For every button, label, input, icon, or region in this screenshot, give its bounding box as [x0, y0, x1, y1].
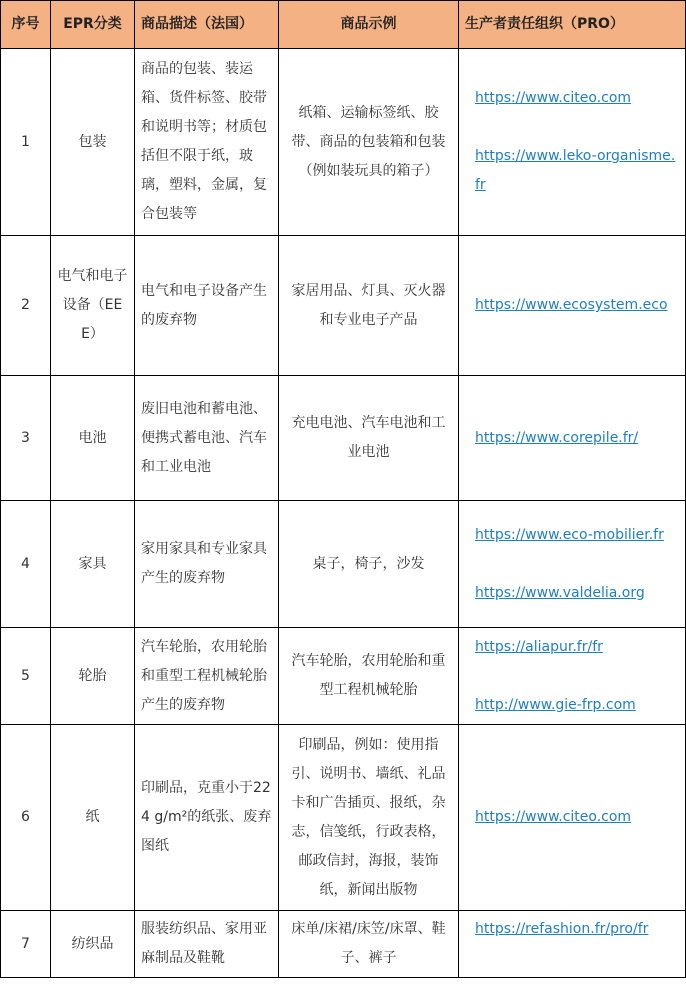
table-row — [1, 501, 686, 628]
row-description: 电气和电子设备产生的废弃物 — [135, 236, 279, 376]
row-number: 6 — [1, 725, 51, 911]
spacer — [465, 113, 679, 142]
row-category: 纸 — [51, 725, 135, 911]
row-examples: 家居用品、灯具、灭火器和专业电子产品 — [279, 236, 459, 376]
row-category: 家具 — [51, 501, 135, 628]
spacer — [465, 550, 679, 579]
pro-link[interactable]: https://refashion.fr/pro/fr — [475, 921, 649, 937]
row-number: 4 — [1, 501, 51, 628]
spacer — [465, 662, 679, 691]
row-pro — [459, 628, 686, 725]
pro-link[interactable]: https://www.citeo.com — [475, 90, 632, 106]
row-examples: 印刷品，例如：使用指引、说明书、墙纸、礼品卡和广告插页、报纸，杂志，信笺纸，行政表格，邮政信封，海报，装饰纸，新闻出版物 — [279, 725, 459, 911]
row-number: 5 — [1, 628, 51, 725]
pro-link[interactable]: https://www.leko-organisme.fr — [475, 148, 676, 193]
table-row — [1, 725, 686, 911]
header-examples: 商品示例 — [279, 1, 459, 49]
row-pro — [459, 911, 686, 978]
row-category: 纺织品 — [51, 911, 135, 978]
row-description: 商品的包装、装运箱、货件标签、胶带和说明书等；材质包括但不限于纸，玻璃，塑料，金属，复合包装等 — [135, 49, 279, 236]
row-pro — [459, 376, 686, 501]
row-number: 2 — [1, 236, 51, 376]
pro-link[interactable]: https://www.citeo.com — [475, 809, 632, 825]
row-description: 废旧电池和蓄电池、便携式蓄电池、汽车和工业电池 — [135, 376, 279, 501]
header-no: 序号 — [1, 1, 51, 49]
row-pro — [459, 725, 686, 911]
pro-link[interactable]: https://www.valdelia.org — [475, 584, 645, 601]
pro-link[interactable]: https://www.corepile.fr/ — [475, 429, 639, 446]
row-examples: 汽车轮胎，农用轮胎和重型工程机械轮胎 — [279, 628, 459, 725]
row-examples: 纸箱、运输标签纸、胶带、商品的包装箱和包装（例如装玩具的箱子） — [279, 49, 459, 236]
row-examples: 床单/床裙/床笠/床罩、鞋子、裤子 — [279, 911, 459, 978]
header-category: EPR分类 — [51, 1, 135, 49]
pro-link[interactable]: https://www.ecosystem.eco — [475, 297, 668, 313]
row-description: 服装纺织品、家用亚麻制品及鞋靴 — [135, 911, 279, 978]
row-category: 电气和电子设备（EEE） — [51, 236, 135, 376]
row-category: 电池 — [51, 376, 135, 501]
pro-link[interactable]: http://www.gie-frp.com — [475, 696, 636, 713]
row-examples: 充电电池、汽车电池和工业电池 — [279, 376, 459, 501]
row-description: 印刷品，克重小于224 g/m²的纸张、废弃图纸 — [135, 725, 279, 911]
row-number: 3 — [1, 376, 51, 501]
row-number: 7 — [1, 911, 51, 978]
row-number: 1 — [1, 49, 51, 236]
row-pro — [459, 236, 686, 376]
row-pro — [459, 501, 686, 628]
table-header-row — [1, 1, 686, 49]
row-description: 家用家具和专业家具产生的废弃物 — [135, 501, 279, 628]
row-category: 轮胎 — [51, 628, 135, 725]
table-row — [1, 911, 686, 978]
table-row — [1, 376, 686, 501]
row-description: 汽车轮胎，农用轮胎和重型工程机械轮胎产生的废弃物 — [135, 628, 279, 725]
row-pro — [459, 49, 686, 236]
header-description: 商品描述（法国） — [135, 1, 279, 49]
table-row — [1, 628, 686, 725]
pro-link[interactable]: https://aliapur.fr/fr — [475, 638, 603, 655]
header-pro: 生产者责任组织（PRO） — [459, 1, 686, 49]
row-category: 包装 — [51, 49, 135, 236]
pro-link[interactable]: https://www.eco-mobilier.fr — [475, 526, 664, 543]
row-examples: 桌子，椅子，沙发 — [279, 501, 459, 628]
table-row — [1, 236, 686, 376]
table-row — [1, 49, 686, 236]
